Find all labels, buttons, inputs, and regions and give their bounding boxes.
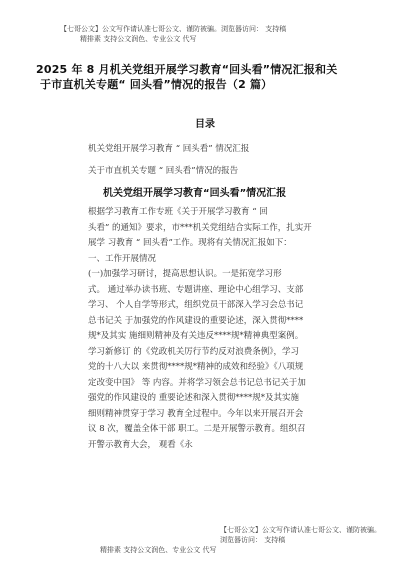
body-line: 细则精神贯穿于学习 教育全过程中。今年以来开展召开会 (88, 408, 304, 419)
body-line: 根据学习教育工作专班《关于开展学习教育 “ 回 (88, 207, 268, 217)
page-footer (100, 526, 381, 555)
body-line: 展学 习教育 “ 回头看”工作。现将有关情况汇报如下： (88, 238, 292, 248)
document-title (36, 62, 374, 92)
header-line-1: 【七哥公文】公文写作请认准七哥公文、谨防被骗。浏览器访问： 支持稿 (60, 25, 287, 33)
section-title: 机关党组开展学习教育“回头看”情况汇报 (103, 188, 287, 199)
body-line: 定改变中国》 等 内容。并将学习领会总书记总书记关于加 (88, 377, 306, 388)
body-line: 强党的作风建设的 重要论述和深入贯彻****规*及其实施 (88, 393, 299, 403)
footer-line-2: 精排素 支持公文润色、专业公文 代写 (100, 546, 217, 554)
page-header (60, 24, 286, 44)
body-text (88, 205, 346, 453)
body-line: 一、工作开展情况 (88, 253, 157, 264)
title-line-1: 2025 年 8 月机关党组开展学习教育“回头看”情况汇报和关 (36, 63, 338, 76)
body-line: 规*及其实 施细则精神及有关违反****规*精神典型案例。 (88, 331, 304, 341)
body-line: 头看” 的通知》要求，市***机关党组结合实际工作，扎实开 (88, 222, 312, 233)
body-line: 议 8 次，覆盖全体干部 职工。二是开展警示教育。组织召 (88, 424, 306, 434)
footer-inline-note: 【七哥公文】公文写作请认准七哥公文、谨防被骗。 (220, 526, 381, 534)
body-line: (一)加强学习研讨，提高思想认识。一是拓宽学习形 (88, 269, 282, 279)
toc-item-1[interactable]: 机关党组开展学习教育 “ 回头看” 情况汇报 (88, 144, 250, 154)
toc-heading: 目录 (195, 119, 215, 130)
body-line: 开警示教育大会， 观看《永 (88, 439, 193, 450)
body-line: 党的十八大以 来贯彻****规*精神的成效和经验》《八项规 (88, 362, 304, 372)
body-line: 学习、 个人自学等形式，组织党员干部深入学习会总书记 (88, 300, 304, 310)
toc-item-2[interactable]: 关于市直机关专题 “ 回头看”情况的报告 (88, 166, 239, 176)
header-line-2: 精排素 支持公文润色、专业公文 代写 (80, 35, 197, 43)
title-line-2: 于市直机关专题“ 回头看”情况的报告（2 篇） (40, 78, 273, 91)
body-line: 学习新修订 的《党政机关厉行节约反对浪费条例》，学习 (88, 346, 299, 357)
footer-line-1: 浏览器访问： 支持稿 (220, 536, 286, 544)
body-line: 式。 通过举办读书班、专题讲座、理论中心组学习、支部 (88, 284, 304, 295)
body-line: 总书记关 于加强党的作风建设的重要论述，深入贯彻**** (88, 315, 304, 326)
